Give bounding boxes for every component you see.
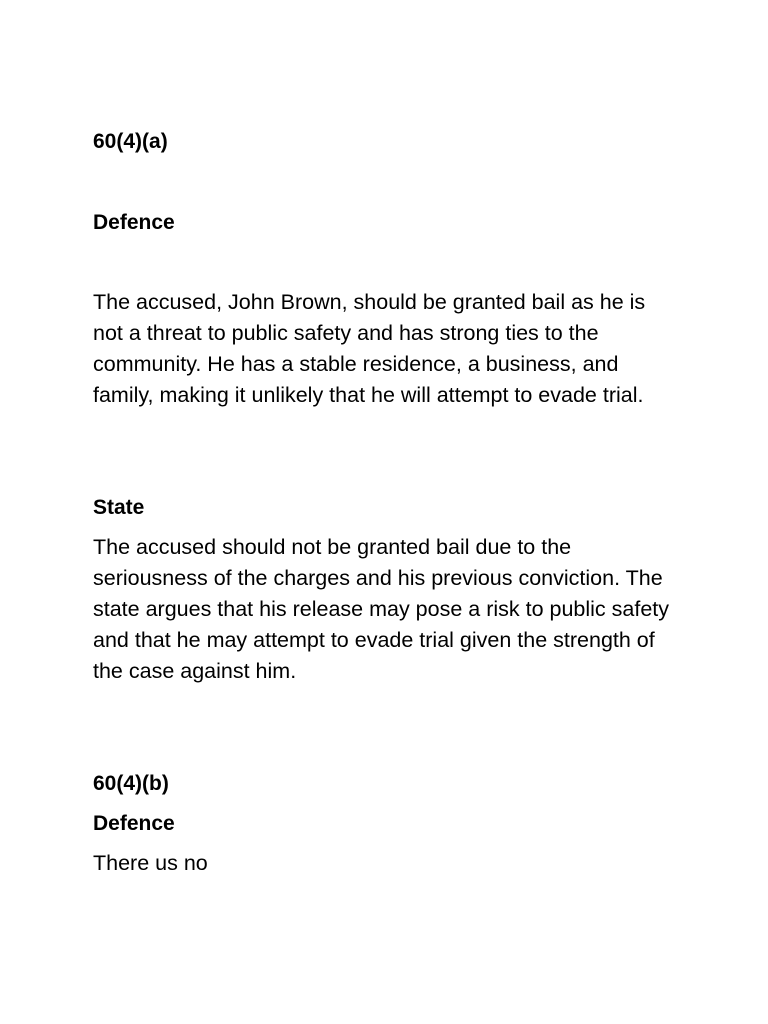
defence-paragraph-a: The accused, John Brown, should be granted bail as he is not a threat to public safety and has strong ties to the community. He has a stable residence, a business, and family, making it unlikely that he will attempt to evade trial. [93,290,646,407]
state-paragraph-a: The accused should not be granted bail due to the seriousness of the charges and his previous conviction. The state argues that his release may pose a risk to public safety and that he may attempt to evade trial given the strength of the case against him. [93,535,670,683]
defence-paragraph-b: There us no [93,851,208,875]
defence-heading-a: Defence [93,211,175,234]
section-label-60-4-a: 60(4)(a) [93,130,168,153]
section-label-60-4-b: 60(4)(b) [93,772,169,795]
defence-heading-b: Defence [93,812,175,835]
state-heading-a: State [93,496,145,519]
